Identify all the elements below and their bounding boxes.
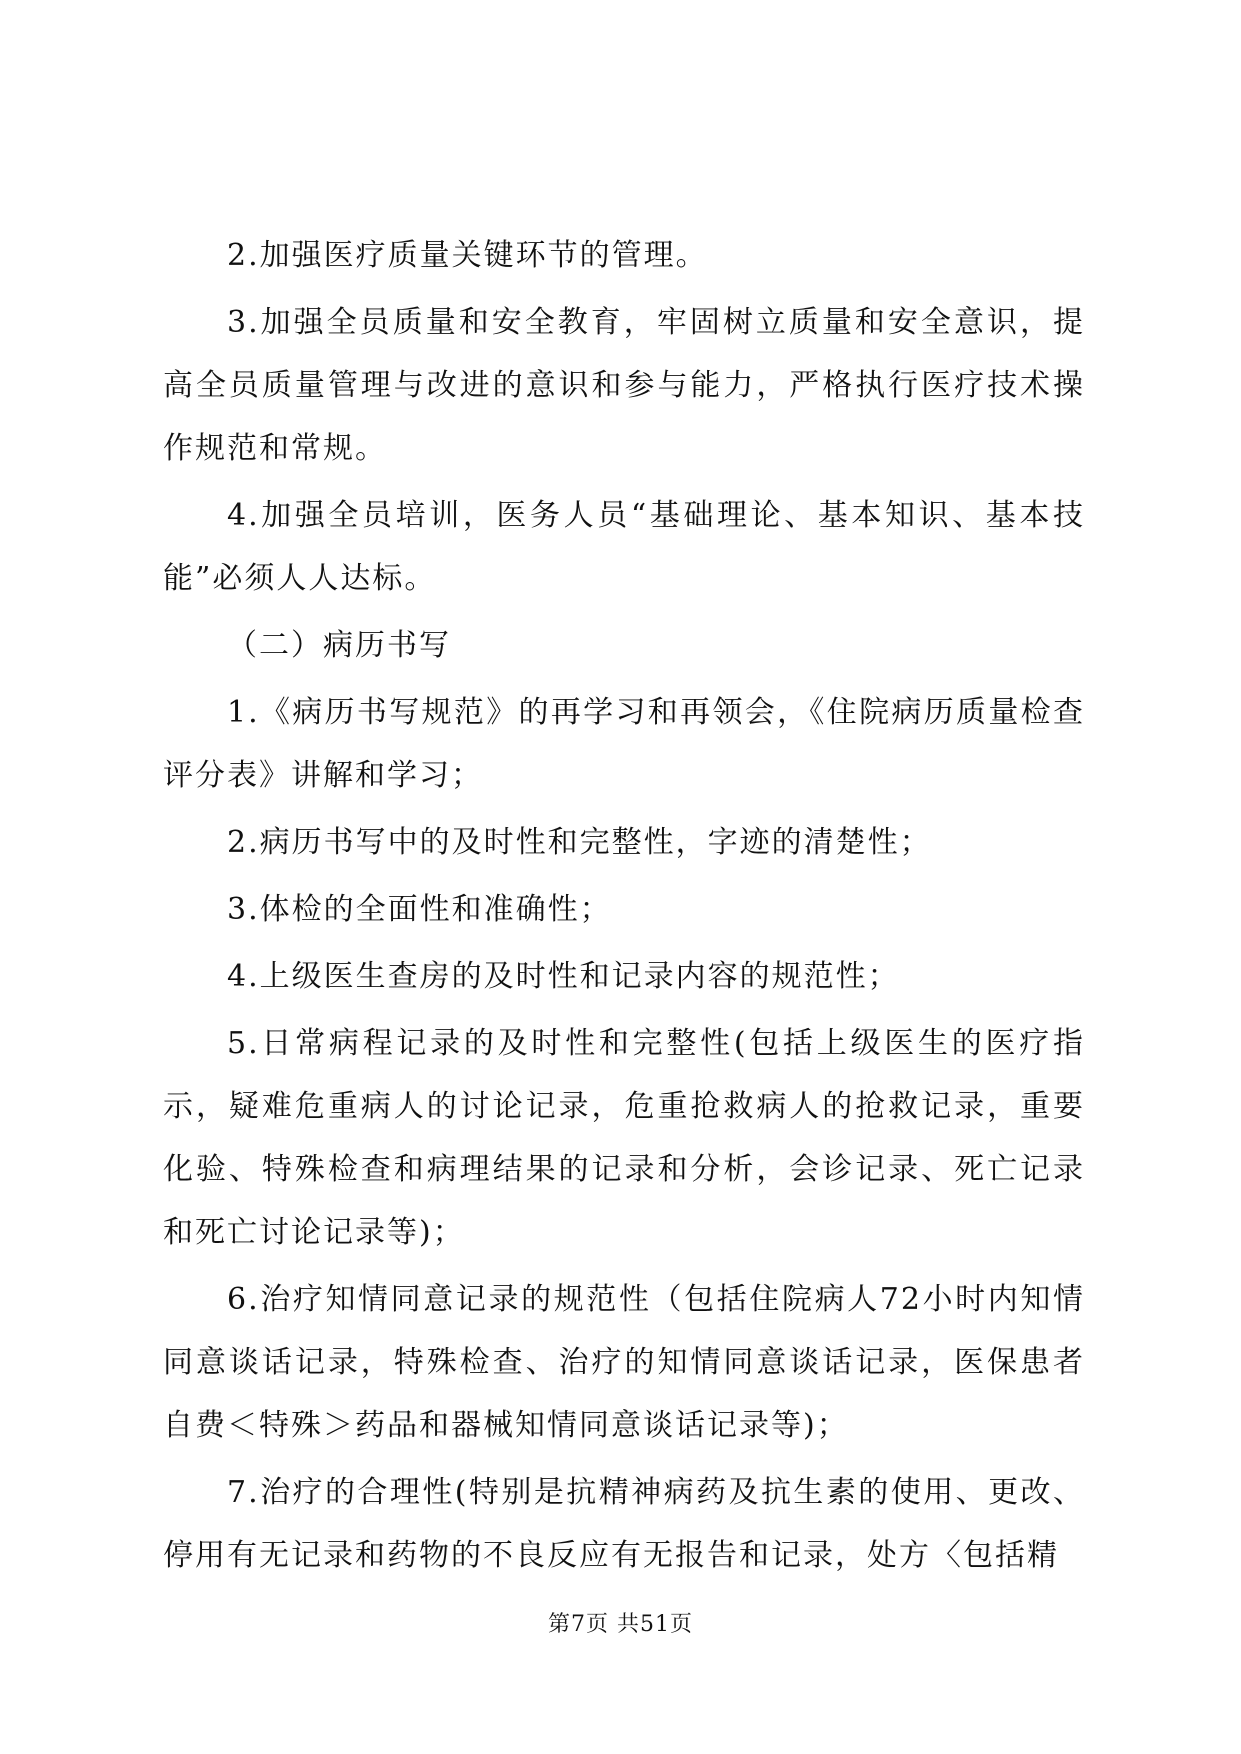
paragraph-records-4: 4.上级医生查房的及时性和记录内容的规范性； [227,959,900,994]
page-footer [0,1607,1241,1638]
paragraph-item-2: 2.加强医疗质量关键环节的管理。 [227,238,708,273]
page-number-label: 第7页 共51页 [548,1612,693,1637]
paragraph-records-6: 6.治疗知情同意记录的规范性（包括住院病人72小时内知情同意谈话记录，特殊检查、治疗的知情同意谈话记录，医保患者自费＜特殊＞药品和器械知情同意谈话记录等)； [163,1282,1085,1443]
section-heading-medical-records: （二）病历书写 [227,628,451,663]
paragraph-records-2: 2.病历书写中的及时性和完整性，字迹的清楚性； [227,825,932,860]
paragraph-records-5: 5.日常病程记录的及时性和完整性(包括上级医生的医疗指示，疑难危重病人的讨论记录，危重抢救病人的抢救记录，重要化验、特殊检查和病理结果的记录和分析，会诊记录、死亡记录和死亡讨论记录等)； [163,1026,1085,1250]
paragraph-records-3: 3.体检的全面性和准确性； [227,892,612,927]
document-body [163,224,1085,1591]
paragraph-records-1: 1.《病历书写规范》的再学习和再领会，《住院病历质量检查评分表》讲解和学习； [163,695,1085,793]
paragraph-records-7: 7.治疗的合理性(特别是抗精神病药及抗生素的使用、更改、停用有无记录和药物的不良反应有无报告和记录，处方〈包括精 [163,1475,1085,1573]
paragraph-item-4: 4.加强全员培训，医务人员“基础理论、基本知识、基本技能”必须人人达标。 [163,498,1085,596]
paragraph-item-3: 3.加强全员质量和安全教育，牢固树立质量和安全意识，提高全员质量管理与改进的意识和参与能力，严格执行医疗技术操作规范和常规。 [163,305,1085,466]
